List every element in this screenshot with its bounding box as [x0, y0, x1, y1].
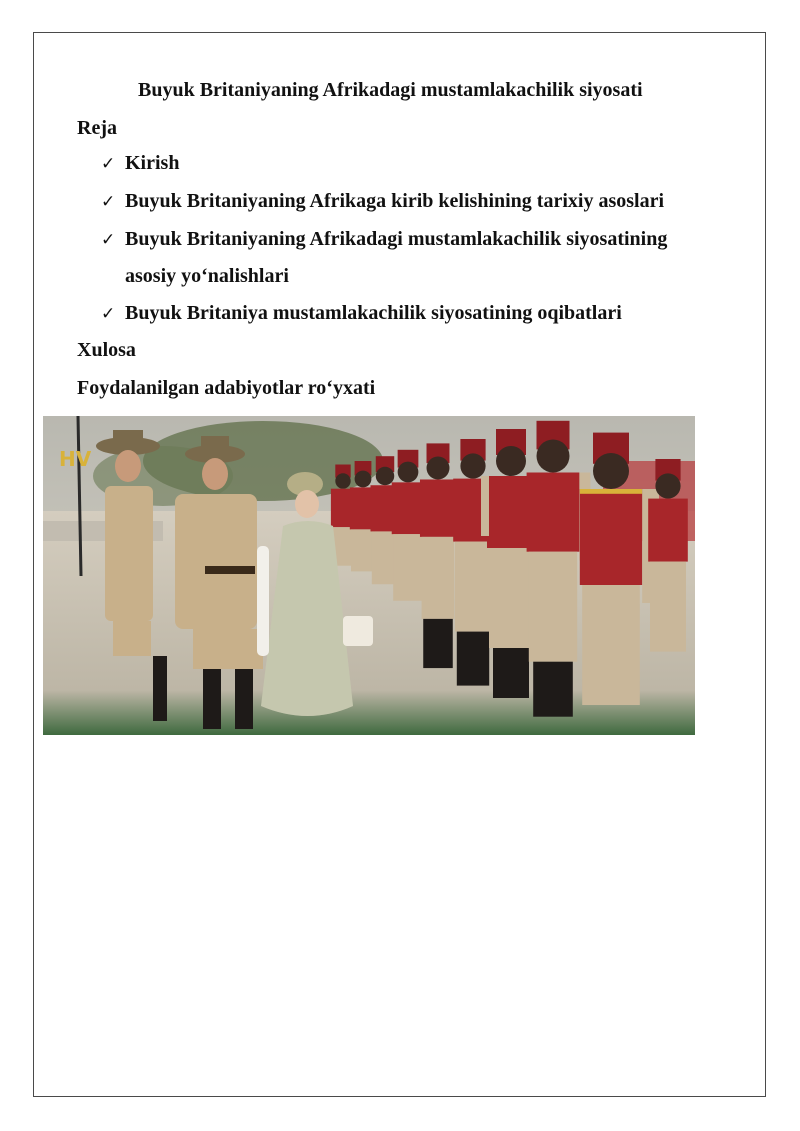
checkmark-icon: ✓: [101, 154, 116, 174]
plan-item-3: [101, 227, 667, 288]
plan-item-4: [101, 301, 622, 326]
plan-heading: Reja: [77, 117, 117, 139]
inspection-photo: [43, 416, 695, 735]
document-title: Buyuk Britaniyaning Afrikadagi mustamlakachilik siyosati: [138, 79, 643, 101]
document-page: [33, 32, 766, 1097]
hv-logo-icon: [59, 447, 92, 471]
plan-item-3-continuation: asosiy yo‘nalishlari: [125, 265, 289, 287]
conclusion-heading: Xulosa: [77, 339, 136, 361]
references-heading: Foydalanilgan adabiyotlar ro‘yxati: [77, 377, 376, 399]
plan-item-4-label: Buyuk Britaniya mustamlakachilik siyosatining oqibatlari: [125, 302, 622, 324]
checkmark-icon: ✓: [101, 304, 116, 324]
plan-item-1: [101, 151, 179, 176]
plan-item-3-label: Buyuk Britaniyaning Afrikadagi mustamlakachilik siyosatining: [125, 228, 668, 250]
plan-item-2: [101, 189, 664, 214]
plan-item-2-label: Buyuk Britaniyaning Afrikaga kirib kelishining tarixiy asoslari: [125, 190, 665, 212]
checkmark-icon: ✓: [101, 192, 116, 212]
checkmark-icon: ✓: [101, 230, 116, 250]
svg-text:HV: HV: [59, 447, 92, 471]
inspection-photo-illustration: [43, 416, 695, 735]
plan-item-1-label: Kirish: [125, 152, 180, 174]
